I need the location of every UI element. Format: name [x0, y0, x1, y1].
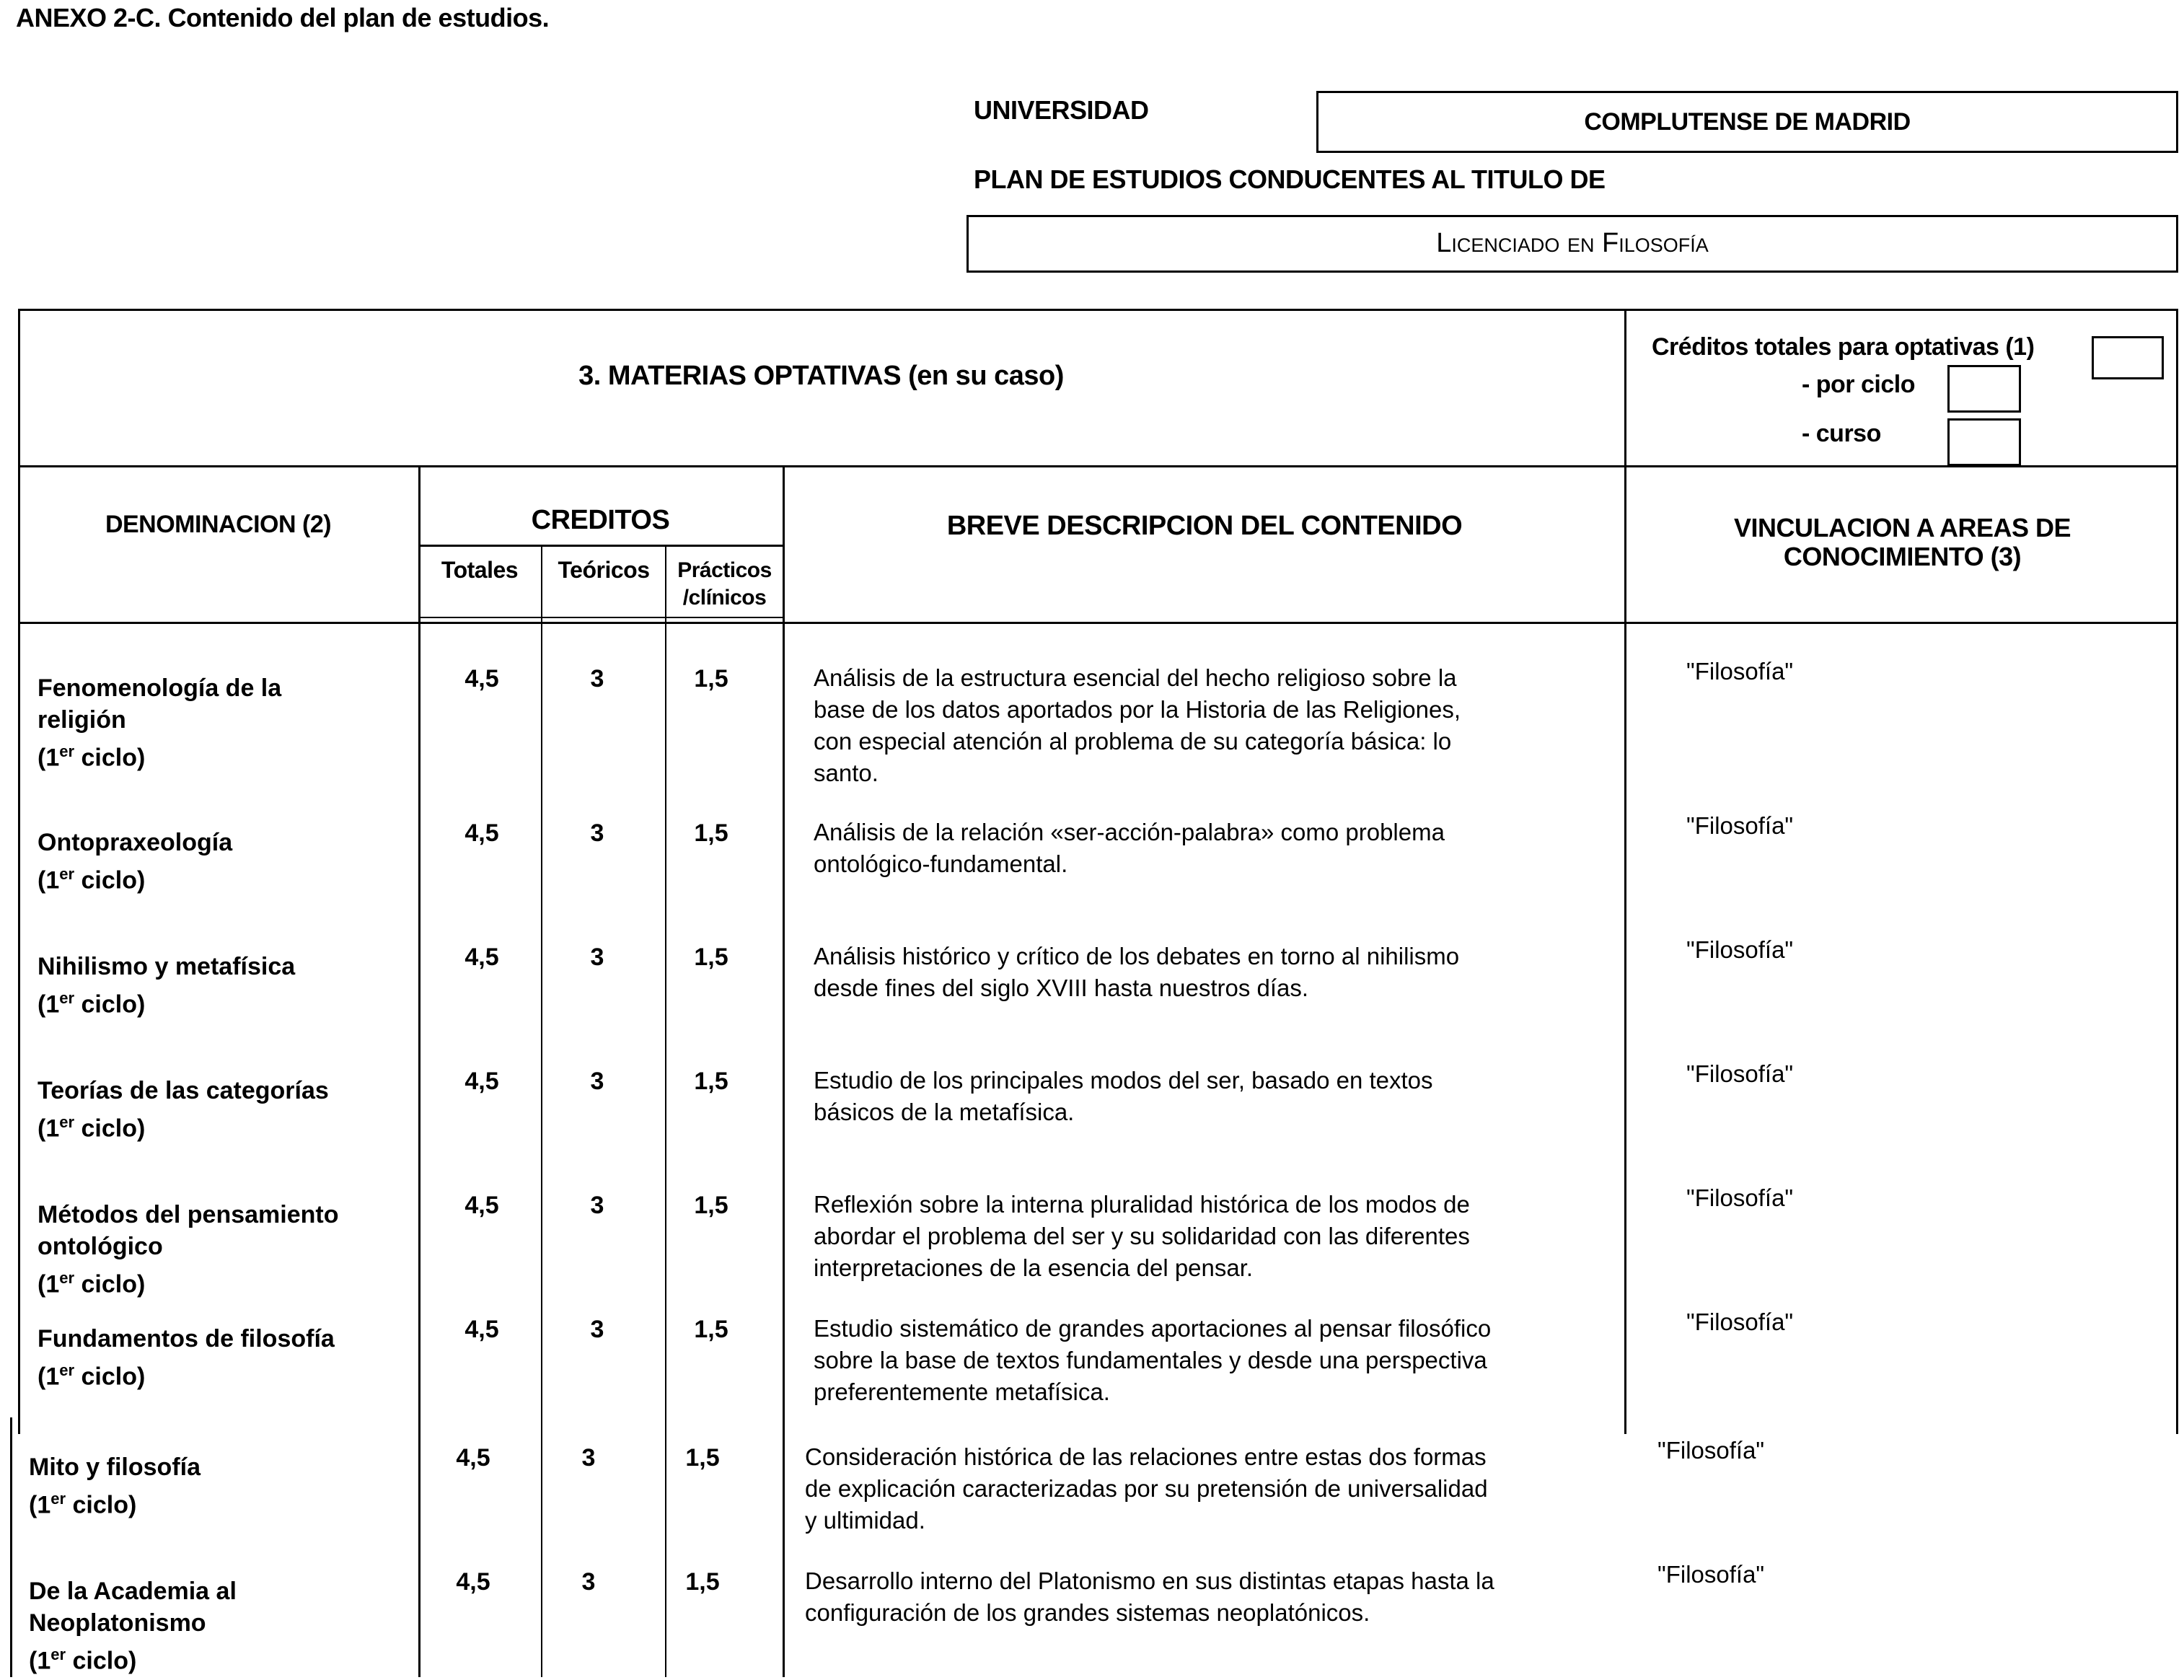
col-header-teoricos: Teóricos: [558, 557, 650, 583]
col-header-vinculacion: [1626, 514, 2178, 571]
col-header-practicos-line1: Prácticos: [677, 558, 772, 582]
ciclo-superscript: er: [59, 1269, 75, 1287]
subject-ciclo: (1er ciclo): [38, 742, 146, 772]
content-description: [805, 1441, 1577, 1536]
knowledge-area: "Filosofía": [1686, 1309, 1794, 1335]
content-description-line: ontológico-fundamental.: [814, 850, 1068, 877]
content-description-line: Análisis de la relación «ser-acción-palabra» como problema: [814, 819, 1445, 845]
knowledge-area: "Filosofía": [1686, 658, 1794, 685]
content-description: [805, 1565, 1577, 1629]
credits-totales: 4,5: [464, 1316, 499, 1343]
content-description-line: santo.: [814, 760, 879, 786]
ciclo-superscript: er: [59, 989, 75, 1007]
subject-name: [38, 1323, 413, 1392]
credits-teoricos: 3: [581, 1568, 596, 1596]
credits-practicos: 1,5: [685, 1568, 720, 1596]
ciclo-word: ciclo: [81, 1363, 137, 1391]
knowledge-area: "Filosofía": [1686, 812, 1794, 839]
subject-name: [38, 827, 413, 896]
ciclo-word: ciclo: [81, 990, 137, 1019]
col-line-teoricos: [541, 545, 542, 1677]
credits-ciclo-box[interactable]: [1947, 365, 2021, 413]
col-header-descripcion: BREVE DESCRIPCION DEL CONTENIDO: [946, 511, 1463, 541]
subject-name-line: Métodos del pensamiento: [38, 1201, 339, 1228]
content-description-line: Estudio de los principales modos del ser, basado en textos: [814, 1067, 1433, 1094]
col-header-creditos: CREDITOS: [531, 505, 670, 535]
content-description-line: básicos de la metafísica.: [814, 1099, 1075, 1125]
knowledge-area: "Filosofía": [1686, 1060, 1794, 1087]
content-description-line: Consideración histórica de las relaciones entre estas dos formas: [805, 1443, 1487, 1470]
ciclo-superscript: er: [59, 742, 75, 760]
knowledge-area: "Filosofía": [1686, 936, 1794, 963]
col-header-vinculacion-line1: VINCULACION A AREAS DE: [1733, 513, 2071, 542]
content-description: [814, 1313, 1585, 1408]
ciclo-word: ciclo: [72, 1647, 128, 1675]
university-label: UNIVERSIDAD: [974, 95, 1149, 125]
content-description-line: configuración de los grandes sistemas neoplatónicos.: [805, 1599, 1370, 1626]
subject-ciclo: (1er ciclo): [29, 1645, 137, 1675]
credits-practicos: 1,5: [685, 1444, 720, 1472]
subject-name-line: Mito y filosofía: [29, 1453, 201, 1481]
col-line-vinculacion: [1624, 309, 1626, 1434]
subject-name-line: Teorías de las categorías: [38, 1077, 329, 1104]
subject-ciclo: (1er ciclo): [38, 1361, 146, 1391]
credits-teoricos: 3: [590, 1316, 604, 1343]
col-header-practicos-line2: /clínicos: [682, 586, 767, 610]
content-description-line: Análisis histórico y crítico de los debates en torno al nihilismo: [814, 943, 1460, 969]
credits-practicos: 1,5: [694, 1316, 728, 1343]
credits-curso-label: - curso: [1802, 420, 1881, 447]
credits-teoricos: 3: [590, 665, 604, 692]
ciclo-superscript: er: [59, 1361, 75, 1379]
subject-name-line: Ontopraxeología: [38, 829, 233, 856]
annex-text: Contenido del plan de estudios.: [167, 3, 550, 32]
credits-practicos: 1,5: [694, 665, 728, 692]
content-description: [814, 817, 1585, 880]
university-value: COMPLUTENSE DE MADRID: [1584, 108, 1911, 136]
creditos-divider-bottom: [418, 617, 783, 618]
content-description-line: Desarrollo interno del Platonismo en sus distintas etapas hasta la: [805, 1567, 1494, 1594]
content-description-line: base de los datos aportados por la Historia de las Religiones,: [814, 696, 1461, 723]
subject-ciclo: (1er ciclo): [38, 865, 146, 894]
annex-heading: [16, 3, 549, 33]
content-description-line: sobre la base de textos fundamentales y desde una perspectiva: [814, 1347, 1487, 1373]
credits-practicos: 1,5: [694, 819, 728, 847]
ciclo-superscript: er: [59, 865, 75, 883]
subject-name-line: Fenomenología de la: [38, 674, 282, 702]
col-line-creditos: [418, 465, 420, 1677]
creditos-divider: [418, 545, 783, 547]
ciclo-word: ciclo: [72, 1491, 128, 1519]
credits-totales: 4,5: [456, 1568, 490, 1596]
subject-ciclo: (1er ciclo): [38, 1269, 146, 1298]
subject-name: [38, 1199, 413, 1300]
subject-name-line: Fundamentos de filosofía: [38, 1325, 335, 1353]
content-description-line: con especial atención al problema de su categoría básica: lo: [814, 728, 1452, 755]
credits-practicos: 1,5: [694, 1068, 728, 1095]
left-edge-bottom: [10, 1417, 12, 1677]
content-description-line: Reflexión sobre la interna pluralidad histórica de los modos de: [814, 1191, 1470, 1218]
content-description-line: y ultimidad.: [805, 1507, 925, 1534]
credits-totales: 4,5: [464, 819, 499, 847]
table-divider-2: [18, 622, 2178, 624]
subject-name-line: De la Academia al: [29, 1578, 237, 1605]
credits-total-label: Créditos totales para optativas (1): [1652, 333, 2035, 361]
content-description-line: preferentemente metafísica.: [814, 1378, 1110, 1405]
col-header-denominacion: DENOMINACION (2): [105, 511, 332, 538]
credits-teoricos: 3: [590, 1192, 604, 1219]
table-divider-1: [18, 465, 2178, 467]
credits-practicos: 1,5: [694, 1192, 728, 1219]
credits-ciclo-label: - por ciclo: [1802, 371, 1915, 398]
col-header-totales: Totales: [441, 557, 519, 583]
subject-ciclo: (1er ciclo): [29, 1490, 137, 1519]
content-description-line: Análisis de la estructura esencial del hecho religioso sobre la: [814, 664, 1457, 691]
plan-label: PLAN DE ESTUDIOS CONDUCENTES AL TITULO DE: [974, 164, 1606, 194]
credits-practicos: 1,5: [694, 944, 728, 971]
title-box: [966, 215, 2178, 273]
col-header-practicos: [666, 557, 783, 612]
title-value: Licenciado en Filosofía: [1436, 228, 1709, 258]
content-description-line: desde fines del siglo XVIII hasta nuestros días.: [814, 975, 1309, 1001]
ciclo-word: ciclo: [81, 744, 137, 772]
subject-name-line: ontológico: [38, 1233, 163, 1260]
credits-totales: 4,5: [464, 1192, 499, 1219]
content-description-line: abordar el problema del ser y su solidaridad con las diferentes: [814, 1223, 1470, 1249]
subject-name: [29, 1451, 404, 1521]
credits-teoricos: 3: [581, 1444, 596, 1472]
ciclo-word: ciclo: [81, 1270, 137, 1298]
credits-totales: 4,5: [464, 665, 499, 692]
subject-ciclo: (1er ciclo): [38, 1113, 146, 1143]
content-description: [814, 1065, 1585, 1128]
subject-name: [29, 1575, 404, 1676]
content-description: [814, 662, 1585, 789]
subject-name: [38, 672, 413, 773]
credits-totales: 4,5: [456, 1444, 490, 1472]
credits-teoricos: 3: [590, 944, 604, 971]
subject-name: [38, 1075, 413, 1144]
subject-name: [38, 951, 413, 1020]
content-description-line: Estudio sistemático de grandes aportaciones al pensar filosófico: [814, 1315, 1492, 1342]
ciclo-word: ciclo: [81, 1114, 137, 1143]
credits-curso-box[interactable]: [1947, 418, 2021, 466]
ciclo-superscript: er: [50, 1645, 66, 1663]
credits-totales: 4,5: [464, 1068, 499, 1095]
credits-total-box[interactable]: [2092, 336, 2164, 379]
subject-name-line: religión: [38, 706, 126, 734]
university-box: [1316, 91, 2178, 153]
ciclo-word: ciclo: [81, 866, 137, 894]
ciclo-superscript: er: [50, 1490, 66, 1508]
subject-ciclo: (1er ciclo): [38, 989, 146, 1019]
ciclo-superscript: er: [59, 1113, 75, 1131]
subject-name-line: Neoplatonismo: [29, 1609, 206, 1637]
credits-teoricos: 3: [590, 1068, 604, 1095]
knowledge-area: "Filosofía": [1686, 1184, 1794, 1211]
credits-teoricos: 3: [590, 819, 604, 847]
content-description: [814, 941, 1585, 1004]
content-description-line: interpretaciones de la esencia del pensar.: [814, 1254, 1254, 1281]
col-line-descripcion: [783, 465, 785, 1677]
knowledge-area: "Filosofía": [1657, 1561, 1765, 1588]
subject-name-line: Nihilismo y metafísica: [38, 953, 296, 980]
col-line-practicos: [665, 545, 666, 1677]
section-title: 3. MATERIAS OPTATIVAS (en su caso): [578, 361, 1064, 391]
col-header-vinculacion-line2: CONOCIMIENTO (3): [1783, 542, 2022, 571]
annex-label: ANEXO 2-C.: [16, 3, 162, 32]
content-description: [814, 1189, 1585, 1284]
knowledge-area: "Filosofía": [1657, 1437, 1765, 1464]
content-description-line: de explicación caracterizadas por su pretensión de universalidad: [805, 1475, 1488, 1502]
credits-totales: 4,5: [464, 944, 499, 971]
